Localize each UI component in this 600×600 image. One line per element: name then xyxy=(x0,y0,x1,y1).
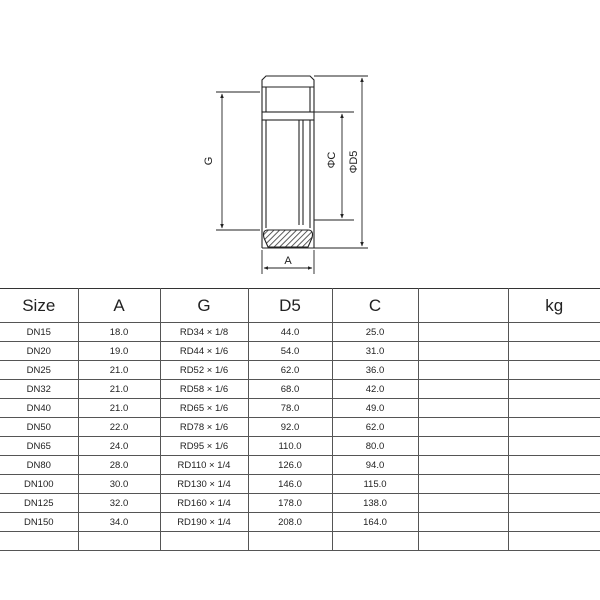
cell-size: DN20 xyxy=(0,342,78,361)
cell-g: RD190 × 1/4 xyxy=(160,513,248,532)
dimension-g xyxy=(216,92,260,230)
cell-blank xyxy=(418,361,508,380)
cell-kg xyxy=(508,437,600,456)
cell-d5: 54.0 xyxy=(248,342,332,361)
header-kg: kg xyxy=(508,289,600,323)
cell-g: RD58 × 1/6 xyxy=(160,380,248,399)
header-c: C xyxy=(332,289,418,323)
cell-kg xyxy=(508,513,600,532)
cell-kg xyxy=(508,418,600,437)
hatched-flange xyxy=(264,230,313,247)
cell-c: 80.0 xyxy=(332,437,418,456)
cell-size: DN80 xyxy=(0,456,78,475)
cell-blank xyxy=(418,323,508,342)
cell-c: 49.0 xyxy=(332,399,418,418)
cell-blank xyxy=(418,456,508,475)
table-row xyxy=(0,437,600,456)
cell-size xyxy=(0,532,78,551)
header-g: G xyxy=(160,289,248,323)
cell-kg xyxy=(508,456,600,475)
cell-g: RD65 × 1/6 xyxy=(160,399,248,418)
cell-g: RD78 × 1/6 xyxy=(160,418,248,437)
cell-g: RD52 × 1/6 xyxy=(160,361,248,380)
cell-d5 xyxy=(248,532,332,551)
dimension-table xyxy=(0,288,600,551)
cell-size: DN125 xyxy=(0,494,78,513)
cell-kg xyxy=(508,494,600,513)
cell-blank xyxy=(418,437,508,456)
cell-a: 19.0 xyxy=(78,342,160,361)
cell-a: 30.0 xyxy=(78,475,160,494)
cell-d5: 78.0 xyxy=(248,399,332,418)
cell-kg xyxy=(508,342,600,361)
table-body xyxy=(0,323,600,551)
cell-d5: 110.0 xyxy=(248,437,332,456)
cell-c: 31.0 xyxy=(332,342,418,361)
cell-g: RD130 × 1/4 xyxy=(160,475,248,494)
cell-kg xyxy=(508,361,600,380)
cell-g: RD95 × 1/6 xyxy=(160,437,248,456)
cell-blank xyxy=(418,494,508,513)
cell-kg xyxy=(508,380,600,399)
table-row xyxy=(0,399,600,418)
cell-d5: 44.0 xyxy=(248,323,332,342)
cell-c: 138.0 xyxy=(332,494,418,513)
cell-a: 24.0 xyxy=(78,437,160,456)
cell-d5: 62.0 xyxy=(248,361,332,380)
table-row xyxy=(0,361,600,380)
dimension-g-label: G xyxy=(203,156,215,166)
table-row xyxy=(0,513,600,532)
cell-blank xyxy=(418,342,508,361)
cell-c xyxy=(332,532,418,551)
table-header-row xyxy=(0,289,600,323)
cell-d5: 208.0 xyxy=(248,513,332,532)
cell-c: 115.0 xyxy=(332,475,418,494)
cell-g: RD110 × 1/4 xyxy=(160,456,248,475)
cell-size: DN32 xyxy=(0,380,78,399)
cell-size: DN25 xyxy=(0,361,78,380)
cell-blank xyxy=(418,418,508,437)
cell-size: DN15 xyxy=(0,323,78,342)
cell-a: 22.0 xyxy=(78,418,160,437)
header-size: Size xyxy=(0,289,78,323)
cell-d5: 92.0 xyxy=(248,418,332,437)
cell-d5: 68.0 xyxy=(248,380,332,399)
dimension-c-label: ΦC xyxy=(326,151,338,169)
cell-a: 32.0 xyxy=(78,494,160,513)
cell-d5: 146.0 xyxy=(248,475,332,494)
nut-body xyxy=(262,76,314,248)
cell-g: RD160 × 1/4 xyxy=(160,494,248,513)
cell-a: 18.0 xyxy=(78,323,160,342)
cell-size: DN65 xyxy=(0,437,78,456)
dimension-a-label: A xyxy=(284,255,292,267)
cell-size: DN150 xyxy=(0,513,78,532)
table-row xyxy=(0,475,600,494)
cell-c: 62.0 xyxy=(332,418,418,437)
header-blank xyxy=(418,289,508,323)
cell-c: 164.0 xyxy=(332,513,418,532)
cell-kg xyxy=(508,323,600,342)
cell-blank xyxy=(418,380,508,399)
cell-kg xyxy=(508,532,600,551)
cell-a: 21.0 xyxy=(78,380,160,399)
cell-c: 36.0 xyxy=(332,361,418,380)
header-d5: D5 xyxy=(248,289,332,323)
cell-blank xyxy=(418,475,508,494)
cell-g: RD44 × 1/6 xyxy=(160,342,248,361)
cell-kg xyxy=(508,475,600,494)
header-a: A xyxy=(78,289,160,323)
dimension-d5-label: ΦD5 xyxy=(348,150,360,174)
table-row xyxy=(0,323,600,342)
cell-a xyxy=(78,532,160,551)
cell-a: 28.0 xyxy=(78,456,160,475)
cell-c: 42.0 xyxy=(332,380,418,399)
cell-a: 34.0 xyxy=(78,513,160,532)
cell-blank xyxy=(418,532,508,551)
cell-g: RD34 × 1/8 xyxy=(160,323,248,342)
table-row xyxy=(0,532,600,551)
table-row xyxy=(0,380,600,399)
cell-a: 21.0 xyxy=(78,399,160,418)
cell-d5: 178.0 xyxy=(248,494,332,513)
cell-d5: 126.0 xyxy=(248,456,332,475)
cell-blank xyxy=(418,513,508,532)
table-row xyxy=(0,342,600,361)
table-row xyxy=(0,418,600,437)
cell-g xyxy=(160,532,248,551)
nut-cross-section-drawing xyxy=(0,0,600,285)
cell-blank xyxy=(418,399,508,418)
cell-a: 21.0 xyxy=(78,361,160,380)
cell-size: DN40 xyxy=(0,399,78,418)
cell-size: DN50 xyxy=(0,418,78,437)
cell-c: 94.0 xyxy=(332,456,418,475)
table-row xyxy=(0,456,600,475)
cell-c: 25.0 xyxy=(332,323,418,342)
cell-size: DN100 xyxy=(0,475,78,494)
table-row xyxy=(0,494,600,513)
cell-kg xyxy=(508,399,600,418)
